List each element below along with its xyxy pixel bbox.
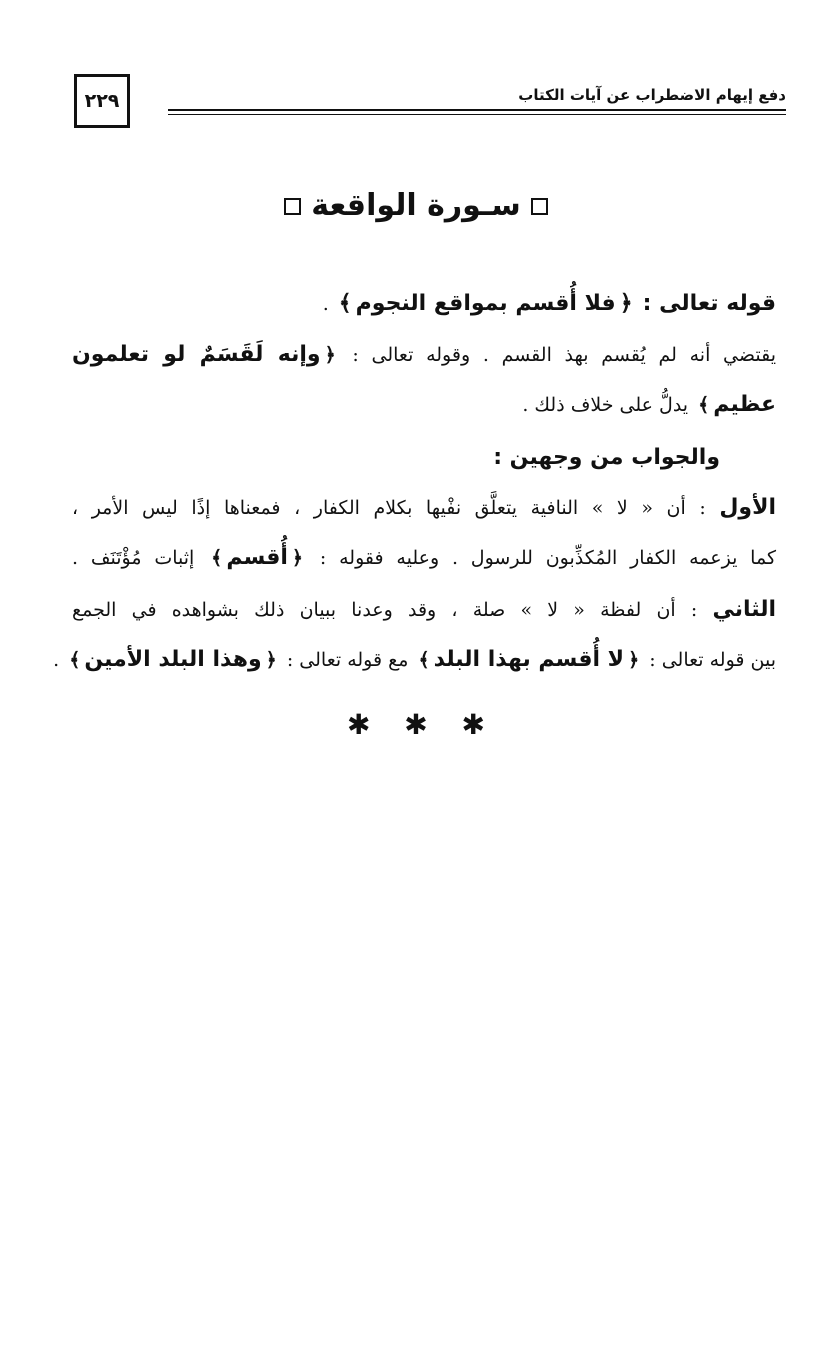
quran-quote: لا أُقسم بهذا البلد [433, 647, 625, 672]
ornate-bracket-close-icon: ﴾ [211, 547, 223, 569]
ornate-bracket-close-icon: ﴾ [698, 394, 710, 416]
verse-line: قوله تعالى : ﴿فلا أُقسم بمواقع النجوم﴾ . [322, 291, 776, 316]
paragraph-line: يقتضي أنه لم يُقسم بهذ القسم . وقوله تعالى : ﴿وإنه لَقَسَمٌ لو تعلمون [72, 342, 777, 367]
ornate-bracket-close-icon: ﴾ [338, 291, 352, 316]
paragraph-line: كما يزعمه الكفار المُكذِّبون للرسول . وعليه فقوله : ﴿أُقسم﴾ إثبات مُؤْتَنَف . [72, 545, 776, 570]
ornate-bracket-open-icon: ﴿ [619, 291, 633, 316]
ornate-bracket-open-icon: ﴿ [324, 344, 336, 366]
square-icon [531, 198, 548, 215]
quran-quote: عظيم [713, 392, 776, 417]
quran-quote: فلا أُقسم بمواقع النجوم [355, 291, 616, 316]
section-separator: ✱ ✱ ✱ [347, 708, 485, 741]
quran-quote: وهذا البلد الأمين [84, 647, 262, 672]
page-number: ٢٢٩ [74, 74, 130, 128]
surah-title-text: سـورة الواقعة [311, 188, 521, 223]
paragraph-line: الثاني : أن لفظة « لا » صلة ، وقد وعدنا ببيان ذلك بشواهده في الجمع [72, 597, 776, 622]
second-label: الثاني [712, 597, 776, 622]
ornate-bracket-open-icon: ﴿ [291, 547, 304, 569]
quran-quote: وإنه لَقَسَمٌ لو تعلمون [72, 342, 321, 367]
square-icon [284, 198, 301, 215]
ornate-bracket-open-icon: ﴿ [265, 649, 277, 671]
header-rule [168, 109, 786, 115]
ornate-bracket-close-icon: ﴾ [69, 649, 81, 671]
ornate-bracket-close-icon: ﴾ [418, 649, 430, 671]
paragraph-line: الأول : أن « لا » النافية يتعلَّق نفْيها بكلام الكفار ، فمعناها إذًا ليس الأمر ، [72, 495, 776, 520]
first-label: الأول [719, 495, 776, 520]
paragraph-line: عظيم﴾ يدلُّ على خلاف ذلك . [522, 392, 776, 417]
answer-heading: والجواب من وجهين : [493, 445, 720, 470]
quran-quote: أُقسم [226, 545, 288, 570]
paragraph-line: بين قوله تعالى : ﴿لا أُقسم بهذا البلد﴾ مع قوله تعالى : ﴿وهذا البلد الأمين﴾ . [53, 647, 776, 672]
surah-title [0, 188, 832, 223]
running-title: دفع إيهام الاضطراب عن آيات الكتاب [518, 86, 786, 104]
ornate-bracket-open-icon: ﴿ [628, 649, 640, 671]
